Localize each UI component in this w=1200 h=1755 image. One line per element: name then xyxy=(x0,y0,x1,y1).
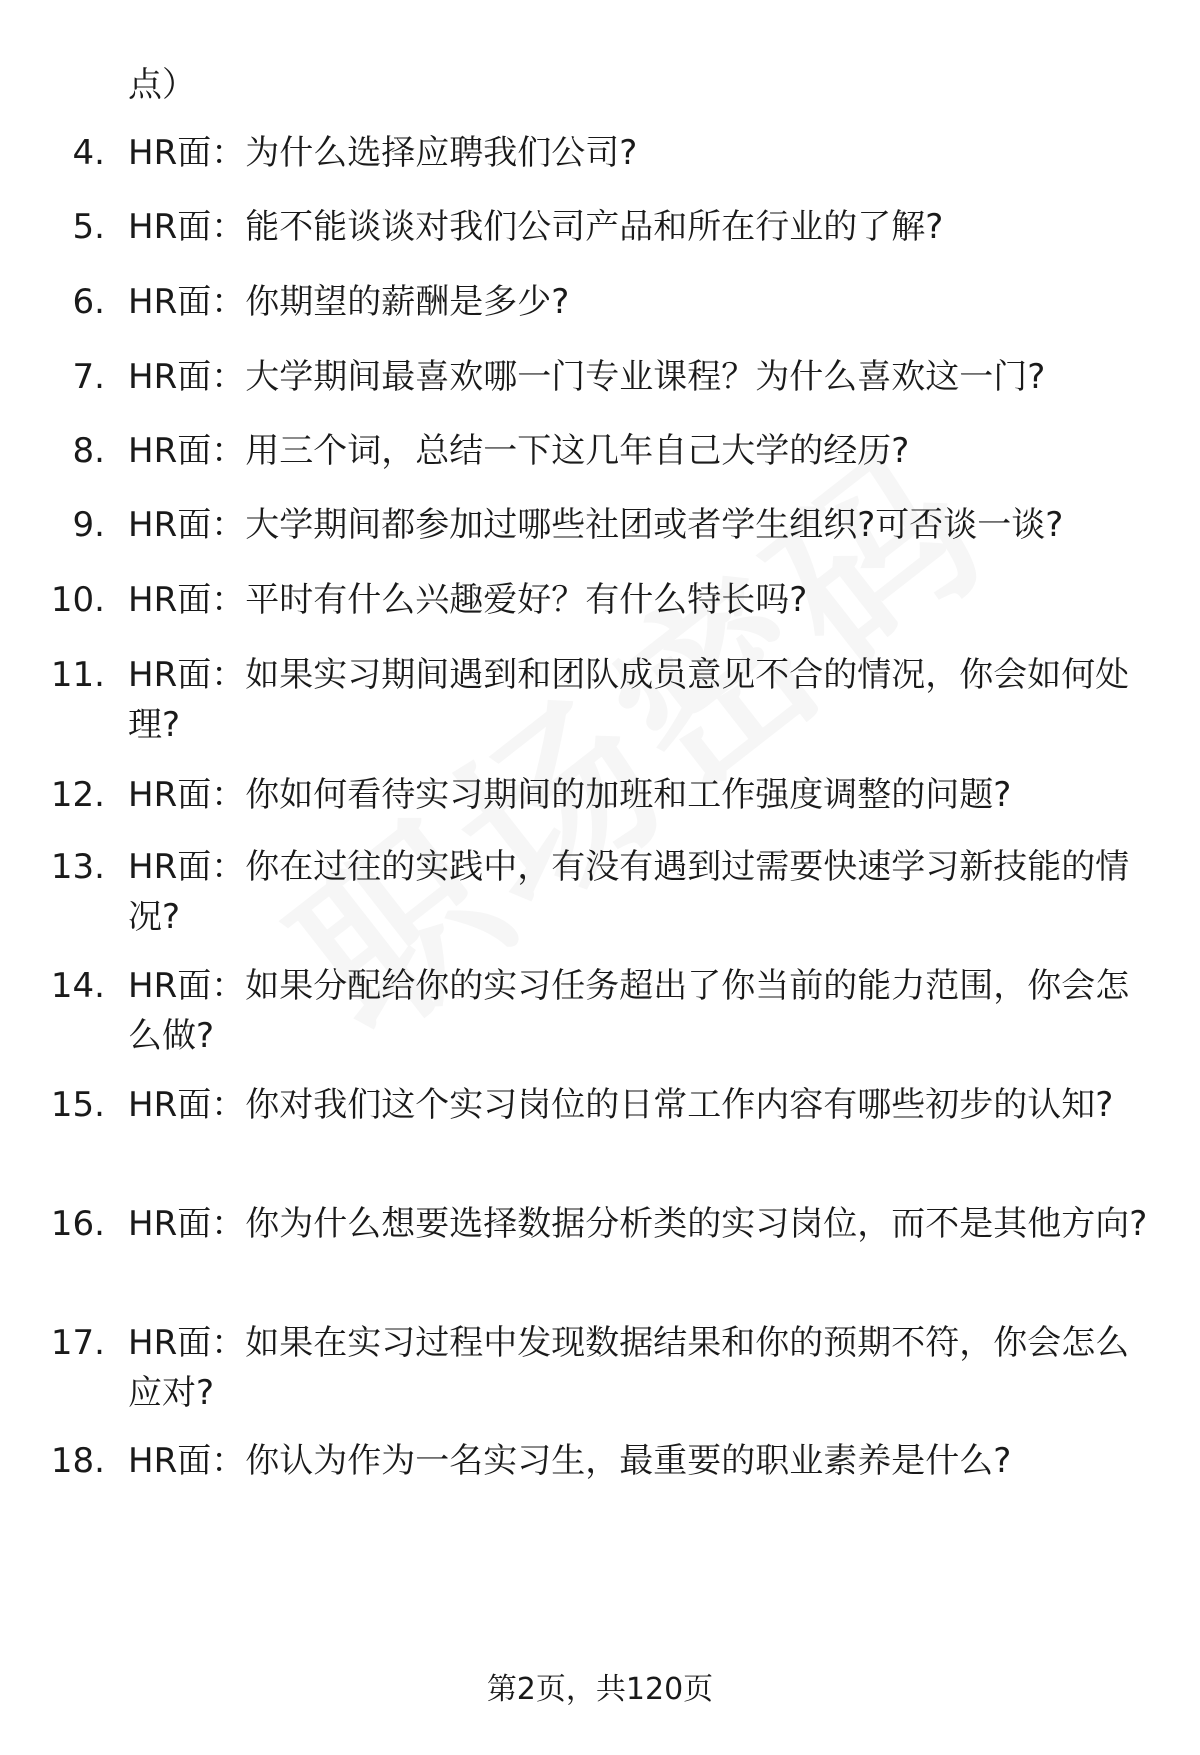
item-text: HR面：能不能谈谈对我们公司产品和所在行业的了解? xyxy=(128,207,944,247)
item-text: HR面：你认为作为一名实习生，最重要的职业素养是什么? xyxy=(128,1441,1012,1481)
item-text: HR面：你在过往的实践中，有没有遇到过需要快速学习新技能的情况? xyxy=(128,847,1130,937)
item-text: HR面：你对我们这个实习岗位的日常工作内容有哪些初步的认知? xyxy=(128,1085,1114,1125)
continuation-text: 点） xyxy=(128,65,196,105)
item-number: 17. xyxy=(50,1323,105,1363)
item-text: HR面：用三个词，总结一下这几年自己大学的经历? xyxy=(128,431,910,471)
item-text: HR面：如果分配给你的实习任务超出了你当前的能力范围，你会怎么做? xyxy=(128,966,1130,1056)
item-number: 11. xyxy=(50,655,105,695)
item-text: HR面：你为什么想要选择数据分析类的实习岗位，而不是其他方向? xyxy=(128,1204,1148,1244)
item-number: 12. xyxy=(50,775,105,815)
item-number: 8. xyxy=(72,431,105,471)
page-number-footer: 第2页，共120页 xyxy=(486,1672,714,1707)
item-number: 13. xyxy=(50,847,105,887)
item-number: 10. xyxy=(50,580,105,620)
item-text: HR面：平时有什么兴趣爱好？有什么特长吗? xyxy=(128,580,808,620)
item-number: 5. xyxy=(72,207,105,247)
item-text: HR面：如果实习期间遇到和团队成员意见不合的情况，你会如何处理? xyxy=(128,655,1130,745)
item-number: 18. xyxy=(50,1441,105,1481)
item-text: HR面：你期望的薪酬是多少? xyxy=(128,282,570,322)
item-text: HR面：大学期间都参加过哪些社团或者学生组织?可否谈一谈? xyxy=(128,505,1064,545)
item-text: HR面：为什么选择应聘我们公司? xyxy=(128,133,638,173)
item-number: 14. xyxy=(50,966,105,1006)
item-number: 15. xyxy=(50,1085,105,1125)
item-number: 6. xyxy=(72,282,105,322)
item-text: HR面：你如何看待实习期间的加班和工作强度调整的问题? xyxy=(128,775,1012,815)
item-number: 7. xyxy=(72,357,105,397)
item-number: 16. xyxy=(50,1204,105,1244)
item-number: 4. xyxy=(72,133,105,173)
item-text: HR面：如果在实习过程中发现数据结果和你的预期不符，你会怎么应对? xyxy=(128,1323,1130,1413)
item-text: HR面：大学期间最喜欢哪一门专业课程？为什么喜欢这一门? xyxy=(128,357,1046,397)
item-number: 9. xyxy=(72,505,105,545)
